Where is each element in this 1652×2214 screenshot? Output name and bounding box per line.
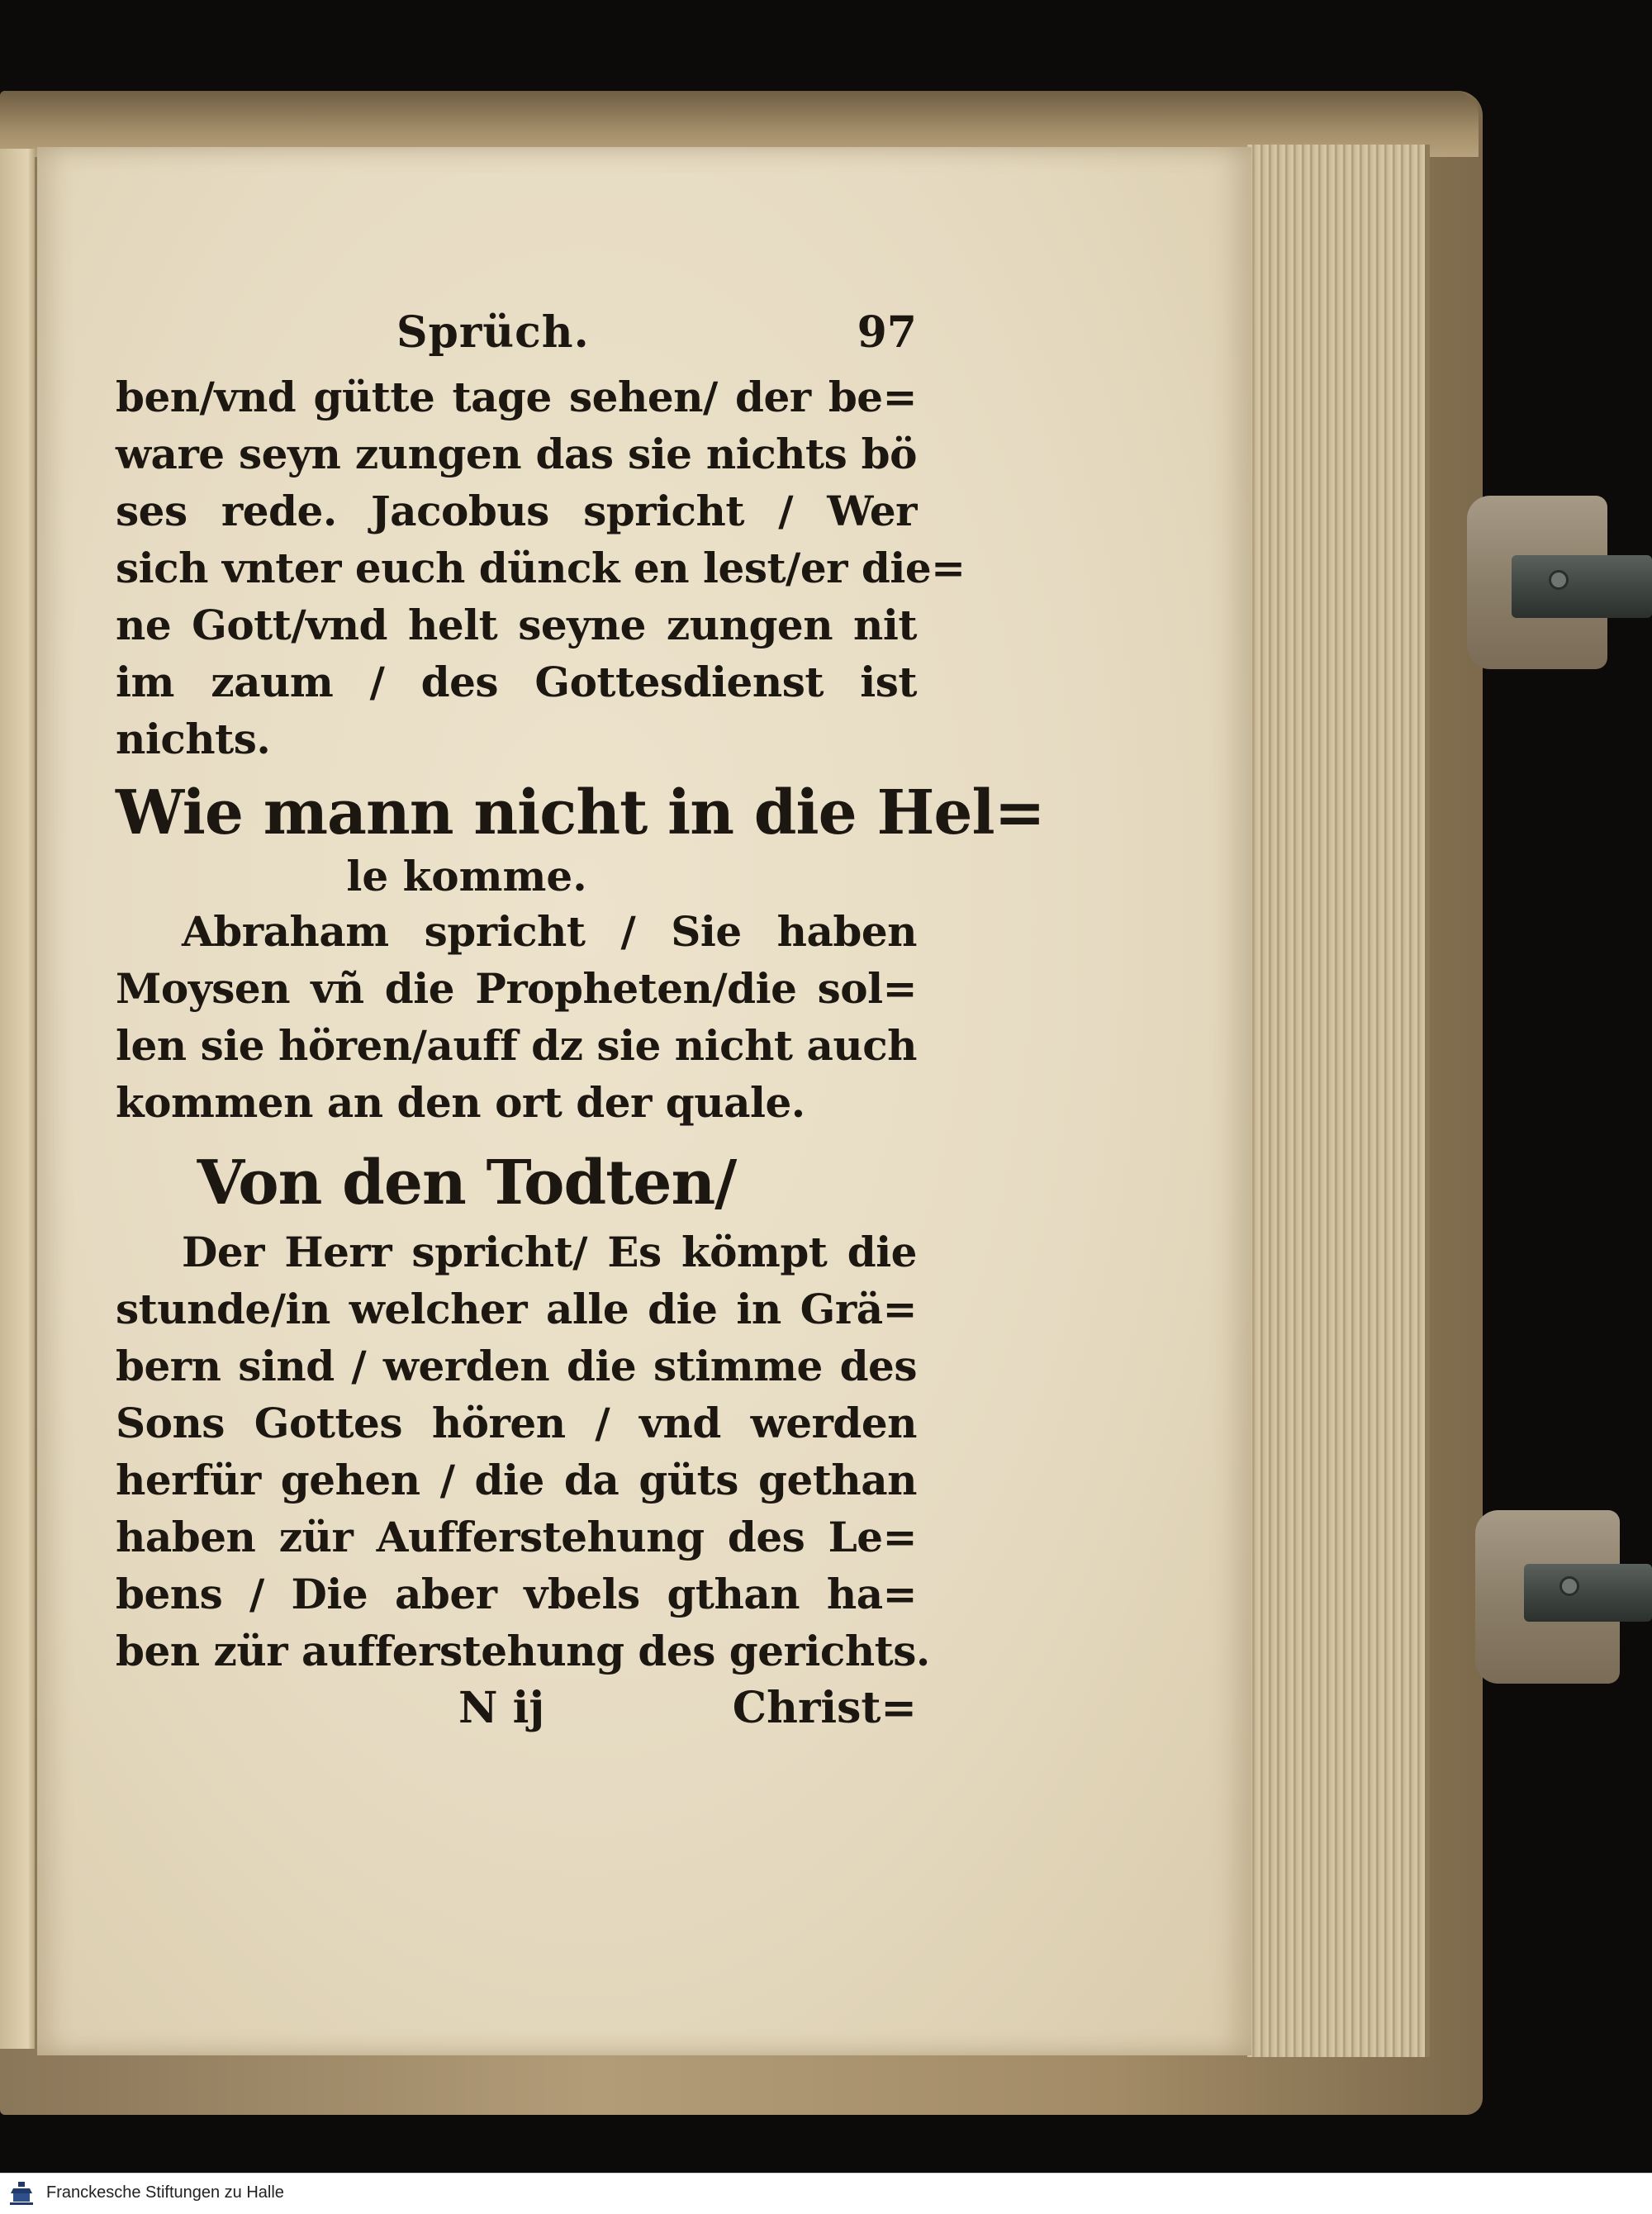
text-line: ne Gott/vnd helt seyne zungen nit [116, 601, 917, 649]
text-line: Moysen vñ die Propheten/die sol= [116, 964, 917, 1013]
upper-clasp-rivet [1549, 570, 1569, 590]
page-header [116, 307, 917, 368]
provider-name[interactable]: Franckesche Stiftungen zu Halle [46, 2183, 284, 2202]
text-line: ben/vnd gütte tage sehen/ der be= [116, 373, 917, 421]
text-line: Sons Gottes hören / vnd werden [116, 1399, 917, 1447]
text-line: herfür gehen / die da güts gethan [116, 1456, 917, 1504]
text-line: sich vnter euch dünck en lest/er die= [116, 544, 966, 592]
text-line: stunde/in welcher alle die in Grä= [116, 1285, 917, 1333]
section-heading-hell-continued: le komme. [346, 852, 587, 900]
text-line: ses rede. Jacobus spricht / Wer [116, 487, 917, 535]
section-heading-dead: Von den Todten/ [197, 1147, 737, 1219]
text-line: len sie hören/auff dz sie nicht auch [116, 1021, 917, 1070]
text-line: haben zür Aufferstehung des Le= [116, 1513, 917, 1561]
left-page-edge [0, 149, 35, 2049]
catchword: Christ= [732, 1683, 917, 1733]
page-text-block [116, 307, 1045, 1741]
text-line: Abraham spricht / Sie haben [182, 907, 917, 956]
text-line: kommen an den ort der quale. [116, 1078, 805, 1127]
text-line: Der Herr spricht/ Es kömpt die [182, 1228, 917, 1276]
provider-bar [0, 2173, 1652, 2214]
page-number: 97 [857, 307, 917, 358]
text-line: nichts. [116, 715, 271, 763]
text-line: bern sind / werden die stimme des [116, 1342, 917, 1390]
francke-foundation-logo-icon[interactable] [7, 2178, 36, 2208]
section-heading-hell: Wie mann nicht in die Hel= [116, 777, 1045, 848]
lower-clasp-rivet [1559, 1576, 1579, 1596]
page-fore-edge [1247, 145, 1430, 2057]
upper-clasp-pin [1512, 555, 1652, 618]
signature-mark: N ij [458, 1683, 545, 1733]
running-head: Sprüch. [396, 307, 590, 358]
page-footer [116, 1680, 917, 1741]
text-line: im zaum / des Gottesdienst ist [116, 658, 917, 706]
lower-clasp-pin [1524, 1564, 1652, 1622]
text-line: bens / Die aber vbels gthan ha= [116, 1570, 917, 1618]
text-line: ben zür aufferstehung des gerichts. [116, 1627, 930, 1675]
text-line: ware seyn zungen das sie nichts bö [116, 430, 917, 478]
